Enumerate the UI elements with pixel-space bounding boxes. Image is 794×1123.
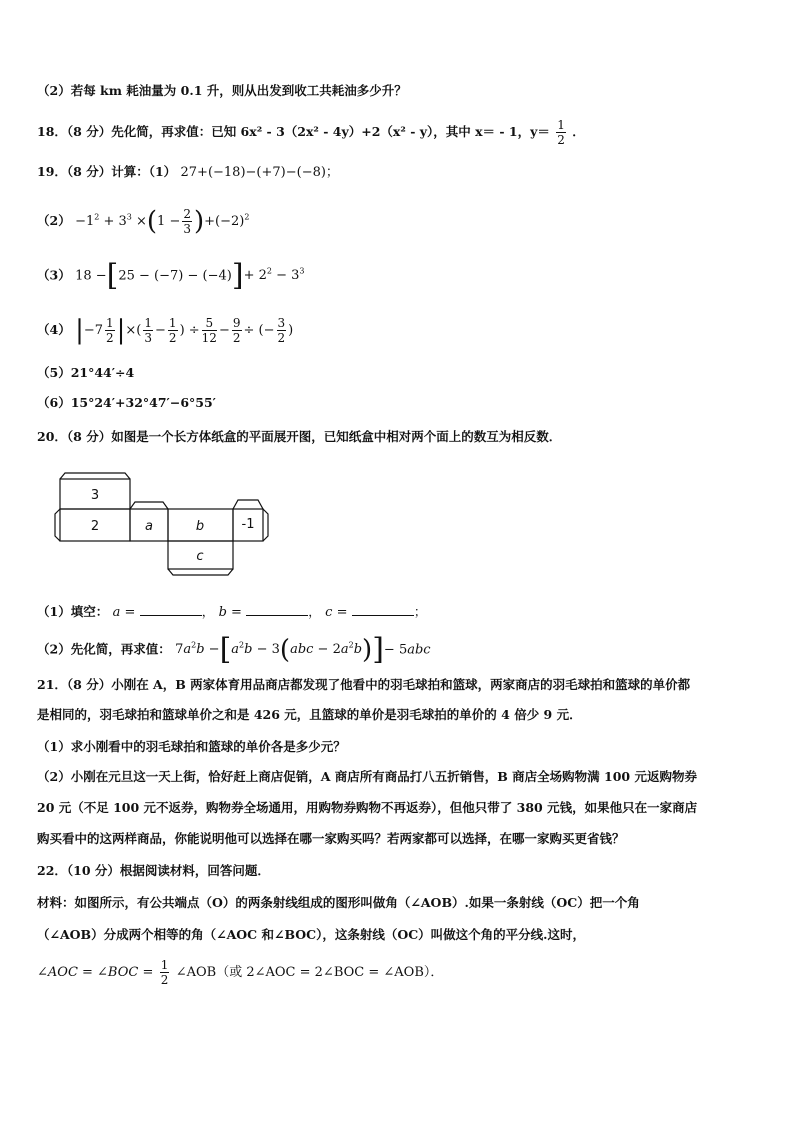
q21-line1: 21．（8 分）小刚在 A，B 两家体育用品商店都发现了他看中的羽毛球拍和篮球，两家商店的羽毛球拍和篮球的单价都 [37,677,691,692]
q21-line4: （2）小刚在元旦这一天上街，恰好赶上商店促销，A 商店所有商品打八五折销售，B 商店全场购物满 100 元返购物券 [37,769,697,784]
q19-part2: $(2) -1^2 + 3^3 \times(1$ − $\frac{2}{3}$ )$+(-2)^2$ [37,206,250,237]
blank-c[interactable] [352,603,414,616]
blank-b[interactable] [246,603,308,616]
q18-fraction: $\frac{1}{2}$ [557,118,565,147]
q21-line6: 购买看中的这两样商品，你能说明他可以选择在哪一家购买吗？若两家都可以选择，在哪一家购买更省钱？ [37,831,625,846]
q22-fraction: $\frac{1}{2}$ [160,958,169,987]
q22-line4: ∠AOC = ∠BOC = $\frac{1}{2}$ ∠AOB（或 2∠AOC = 2∠BOC = ∠AOB）． [37,958,444,987]
net-flap [263,509,268,541]
q18-line: 18．（8 分）先化简，再求值：已知 6x² - 3（2x² - 4y）+2（x² - y），其中 x＝ - 1，y＝ $\frac{1}{2}$ ． [37,118,585,147]
net-flap [168,569,233,575]
q20-fill: （1）填空： a = ， b = ， c = ； [37,604,427,620]
net-label-left: 2 [90,519,100,534]
net-label-right: -1 [241,517,255,532]
net-label-c: c [196,549,204,564]
q22-line3: （∠AOB）分成两个相等的角（∠AOC 和∠BOC），这条射线（OC）叫做这个角的平分线.这时， [37,927,586,942]
q19-part5: （5）21°44′÷4 [37,365,135,380]
q19-part4: （4） |−7 $\frac{1}{2}$ |×( $\frac{1}{3}$ − $\frac{1}{2}$ ) ÷ $\frac{5}{12}$ − $\frac{9}{2}$ ÷ (− $\frac{3}{2}$ ) [37,315,294,346]
q22-line1: 22．（10 分）根据阅读材料，回答问题． [37,863,270,878]
q20-head: 20．（8 分）如图是一个长方体纸盒的平面展开图，已知纸盒中相对两个面上的数互为相反数． [37,429,562,444]
net-label-top: 3 [90,488,100,503]
q19-head: 19．（8 分）计算：（1） [37,164,177,179]
blank-a[interactable] [140,603,202,616]
q21-line5: 20 元（不足 100 元不返券，购物券全场通用，用购物券购物不再返券），但他只带了 380 元钱，如果他只在一家商店 [37,800,698,815]
q17-part2: （2）若每 km 耗油量为 0.1 升，则从出发到收工共耗油多少升？ [37,83,407,98]
net-label-a: a [145,519,153,534]
net-label-b: b [195,519,205,534]
net-flap [233,500,263,509]
q19-part3: （3） $18 -[25 - (-7) - (-4)]+ 2^2 - 3^3$ [37,257,305,293]
net-flap [60,473,130,479]
q22-line2: 材料：如图所示，有公共端点（O）的两条射线组成的图形叫做角（∠AOB）.如果一条射线（OC）把一个角 [37,895,640,910]
q21-line3: （1）求小刚看中的羽毛球拍和篮球的单价各是多少元？ [37,739,346,754]
net-flap [55,509,60,541]
q19-part1: 27+(−18)−(+7)−(−8)； [180,165,339,180]
q18-head: 18．（8 分）先化简，再求值：已知 6x² - 3（2x² - 4y）+2（x² - y），其中 x＝ - 1，y＝ [37,124,550,139]
q21-line2: 是相同的，羽毛球拍和篮球单价之和是 426 元，且篮球的单价是羽毛球拍的单价的 4 倍少 9 元． [37,707,582,722]
q19-part6: （6）15°24′+32°47′−6°55′ [37,395,216,410]
q20-part2: （2）先化简，再求值： $7a^2b -[a^2b - 3(abc - 2a^2b)]- 5abc$ [37,631,431,667]
net-flap [130,502,168,509]
